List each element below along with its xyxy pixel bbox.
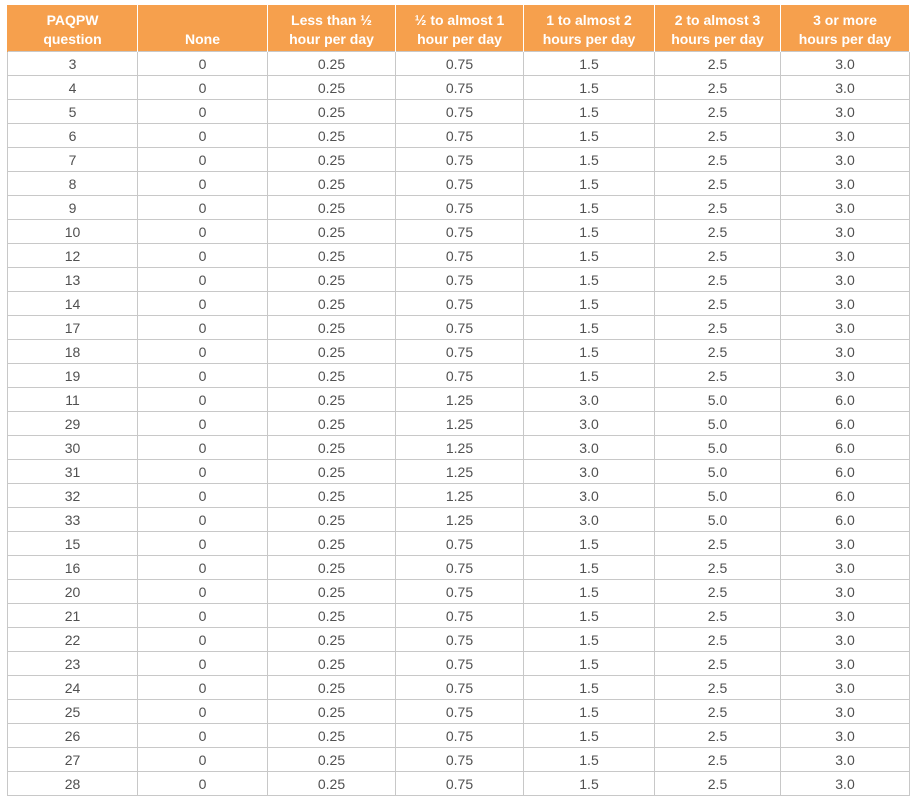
value-cell: 3.0 [781, 52, 910, 76]
value-cell: 0.75 [396, 220, 524, 244]
value-cell: 3.0 [781, 364, 910, 388]
value-cell: 3.0 [781, 340, 910, 364]
value-cell: 0.75 [396, 124, 524, 148]
header-less-than-half-hour: Less than ½ hour per day [268, 5, 396, 52]
question-number-cell: 29 [8, 412, 138, 436]
table-row [8, 388, 910, 412]
value-cell: 2.5 [655, 340, 781, 364]
value-cell: 2.5 [655, 604, 781, 628]
value-cell: 0.25 [268, 100, 396, 124]
value-cell: 0.25 [268, 196, 396, 220]
table-body [8, 52, 910, 796]
value-cell: 0.75 [396, 268, 524, 292]
value-cell: 1.5 [524, 220, 655, 244]
table-row [8, 604, 910, 628]
value-cell: 0.25 [268, 292, 396, 316]
table-row [8, 628, 910, 652]
question-number-cell: 25 [8, 700, 138, 724]
value-cell: 3.0 [781, 244, 910, 268]
table-row [8, 484, 910, 508]
value-cell: 0.25 [268, 364, 396, 388]
value-cell: 0.25 [268, 508, 396, 532]
table-row [8, 772, 910, 796]
value-cell: 0 [138, 52, 268, 76]
value-cell: 0.25 [268, 700, 396, 724]
question-number-cell: 20 [8, 580, 138, 604]
value-cell: 5.0 [655, 484, 781, 508]
value-cell: 1.25 [396, 412, 524, 436]
value-cell: 0.25 [268, 76, 396, 100]
header-2-to-3-hours: 2 to almost 3 hours per day [655, 5, 781, 52]
question-number-cell: 23 [8, 652, 138, 676]
value-cell: 1.25 [396, 508, 524, 532]
value-cell: 0.25 [268, 268, 396, 292]
table-row [8, 220, 910, 244]
table-row [8, 652, 910, 676]
value-cell: 6.0 [781, 460, 910, 484]
value-cell: 0 [138, 100, 268, 124]
table-row [8, 340, 910, 364]
value-cell: 2.5 [655, 124, 781, 148]
value-cell: 2.5 [655, 580, 781, 604]
value-cell: 1.5 [524, 772, 655, 796]
value-cell: 0.25 [268, 124, 396, 148]
value-cell: 6.0 [781, 484, 910, 508]
value-cell: 0 [138, 700, 268, 724]
value-cell: 0 [138, 724, 268, 748]
value-cell: 0.25 [268, 316, 396, 340]
question-number-cell: 24 [8, 676, 138, 700]
question-number-cell: 11 [8, 388, 138, 412]
value-cell: 0.75 [396, 316, 524, 340]
value-cell: 6.0 [781, 388, 910, 412]
value-cell: 3.0 [781, 628, 910, 652]
value-cell: 0.25 [268, 556, 396, 580]
value-cell: 3.0 [781, 220, 910, 244]
table-row [8, 364, 910, 388]
value-cell: 0.75 [396, 604, 524, 628]
value-cell: 3.0 [781, 196, 910, 220]
question-number-cell: 3 [8, 52, 138, 76]
value-cell: 0.25 [268, 580, 396, 604]
table-row [8, 172, 910, 196]
value-cell: 5.0 [655, 460, 781, 484]
header-none: None [138, 5, 268, 52]
value-cell: 0.25 [268, 532, 396, 556]
value-cell: 0 [138, 484, 268, 508]
value-cell: 1.5 [524, 316, 655, 340]
value-cell: 0.25 [268, 220, 396, 244]
question-number-cell: 8 [8, 172, 138, 196]
value-cell: 2.5 [655, 676, 781, 700]
value-cell: 2.5 [655, 556, 781, 580]
value-cell: 2.5 [655, 364, 781, 388]
value-cell: 0 [138, 412, 268, 436]
question-number-cell: 12 [8, 244, 138, 268]
value-cell: 1.25 [396, 484, 524, 508]
value-cell: 1.5 [524, 196, 655, 220]
value-cell: 0.25 [268, 628, 396, 652]
value-cell: 0.25 [268, 676, 396, 700]
question-number-cell: 30 [8, 436, 138, 460]
value-cell: 0.75 [396, 340, 524, 364]
value-cell: 0.25 [268, 340, 396, 364]
value-cell: 0.25 [268, 388, 396, 412]
value-cell: 2.5 [655, 628, 781, 652]
header-1-to-2-hours: 1 to almost 2 hours per day [524, 5, 655, 52]
value-cell: 3.0 [781, 580, 910, 604]
value-cell: 2.5 [655, 772, 781, 796]
value-cell: 3.0 [781, 172, 910, 196]
question-number-cell: 6 [8, 124, 138, 148]
table-row [8, 100, 910, 124]
question-number-cell: 16 [8, 556, 138, 580]
value-cell: 6.0 [781, 412, 910, 436]
value-cell: 0.25 [268, 436, 396, 460]
value-cell: 0.75 [396, 580, 524, 604]
value-cell: 0 [138, 772, 268, 796]
value-cell: 0.25 [268, 52, 396, 76]
value-cell: 3.0 [524, 508, 655, 532]
value-cell: 1.5 [524, 748, 655, 772]
value-cell: 0.75 [396, 196, 524, 220]
value-cell: 2.5 [655, 268, 781, 292]
value-cell: 0 [138, 292, 268, 316]
value-cell: 3.0 [781, 676, 910, 700]
question-number-cell: 32 [8, 484, 138, 508]
value-cell: 3.0 [781, 748, 910, 772]
value-cell: 0.25 [268, 484, 396, 508]
value-cell: 0.75 [396, 52, 524, 76]
question-number-cell: 7 [8, 148, 138, 172]
value-cell: 1.5 [524, 364, 655, 388]
value-cell: 0 [138, 676, 268, 700]
value-cell: 1.5 [524, 52, 655, 76]
question-number-cell: 22 [8, 628, 138, 652]
value-cell: 3.0 [781, 532, 910, 556]
value-cell: 1.5 [524, 100, 655, 124]
value-cell: 1.5 [524, 700, 655, 724]
value-cell: 2.5 [655, 52, 781, 76]
value-cell: 1.5 [524, 172, 655, 196]
table-row [8, 52, 910, 76]
value-cell: 2.5 [655, 292, 781, 316]
value-cell: 2.5 [655, 100, 781, 124]
table-row [8, 412, 910, 436]
question-number-cell: 17 [8, 316, 138, 340]
value-cell: 0 [138, 196, 268, 220]
table-row [8, 292, 910, 316]
value-cell: 0.25 [268, 244, 396, 268]
value-cell: 2.5 [655, 532, 781, 556]
question-number-cell: 28 [8, 772, 138, 796]
value-cell: 3.0 [781, 124, 910, 148]
value-cell: 0.25 [268, 412, 396, 436]
value-cell: 2.5 [655, 220, 781, 244]
question-number-cell: 33 [8, 508, 138, 532]
value-cell: 3.0 [781, 652, 910, 676]
table-row [8, 748, 910, 772]
value-cell: 2.5 [655, 148, 781, 172]
value-cell: 1.5 [524, 244, 655, 268]
value-cell: 1.5 [524, 148, 655, 172]
value-cell: 0 [138, 436, 268, 460]
value-cell: 0.75 [396, 244, 524, 268]
question-number-cell: 4 [8, 76, 138, 100]
value-cell: 0 [138, 556, 268, 580]
value-cell: 0 [138, 652, 268, 676]
value-cell: 3.0 [781, 700, 910, 724]
value-cell: 3.0 [781, 316, 910, 340]
value-cell: 0.75 [396, 172, 524, 196]
table-row [8, 676, 910, 700]
value-cell: 3.0 [524, 412, 655, 436]
value-cell: 1.5 [524, 124, 655, 148]
header-half-to-1-hour: ½ to almost 1 hour per day [396, 5, 524, 52]
value-cell: 2.5 [655, 244, 781, 268]
question-number-cell: 5 [8, 100, 138, 124]
value-cell: 1.5 [524, 724, 655, 748]
value-cell: 2.5 [655, 652, 781, 676]
value-cell: 0.75 [396, 76, 524, 100]
value-cell: 0.75 [396, 628, 524, 652]
value-cell: 0 [138, 604, 268, 628]
value-cell: 0 [138, 460, 268, 484]
value-cell: 1.5 [524, 340, 655, 364]
value-cell: 0 [138, 124, 268, 148]
table-row [8, 316, 910, 340]
question-number-cell: 15 [8, 532, 138, 556]
value-cell: 1.5 [524, 292, 655, 316]
table-row [8, 532, 910, 556]
table-row [8, 556, 910, 580]
question-number-cell: 31 [8, 460, 138, 484]
value-cell: 2.5 [655, 748, 781, 772]
table-row [8, 460, 910, 484]
value-cell: 1.5 [524, 556, 655, 580]
value-cell: 1.5 [524, 580, 655, 604]
table-row [8, 700, 910, 724]
table-row [8, 580, 910, 604]
question-number-cell: 14 [8, 292, 138, 316]
value-cell: 0.75 [396, 100, 524, 124]
value-cell: 3.0 [524, 460, 655, 484]
question-number-cell: 26 [8, 724, 138, 748]
value-cell: 3.0 [781, 724, 910, 748]
value-cell: 0.25 [268, 724, 396, 748]
value-cell: 0 [138, 580, 268, 604]
value-cell: 0 [138, 268, 268, 292]
table-row [8, 436, 910, 460]
value-cell: 0 [138, 628, 268, 652]
paqpw-scoring-table [7, 5, 910, 796]
value-cell: 0.25 [268, 148, 396, 172]
value-cell: 0.75 [396, 532, 524, 556]
value-cell: 0.25 [268, 172, 396, 196]
value-cell: 2.5 [655, 196, 781, 220]
value-cell: 2.5 [655, 172, 781, 196]
question-number-cell: 9 [8, 196, 138, 220]
table-row [8, 244, 910, 268]
value-cell: 2.5 [655, 76, 781, 100]
question-number-cell: 13 [8, 268, 138, 292]
value-cell: 0.75 [396, 724, 524, 748]
value-cell: 0 [138, 748, 268, 772]
value-cell: 0 [138, 532, 268, 556]
value-cell: 6.0 [781, 436, 910, 460]
value-cell: 3.0 [524, 388, 655, 412]
value-cell: 3.0 [524, 436, 655, 460]
value-cell: 5.0 [655, 388, 781, 412]
value-cell: 3.0 [524, 484, 655, 508]
value-cell: 0.25 [268, 652, 396, 676]
value-cell: 0.75 [396, 652, 524, 676]
value-cell: 1.25 [396, 460, 524, 484]
value-cell: 1.5 [524, 532, 655, 556]
table-row [8, 76, 910, 100]
value-cell: 3.0 [781, 292, 910, 316]
value-cell: 0 [138, 220, 268, 244]
question-number-cell: 21 [8, 604, 138, 628]
value-cell: 5.0 [655, 436, 781, 460]
table-row [8, 724, 910, 748]
value-cell: 0.25 [268, 772, 396, 796]
value-cell: 1.5 [524, 628, 655, 652]
value-cell: 0.25 [268, 604, 396, 628]
value-cell: 1.5 [524, 652, 655, 676]
value-cell: 0 [138, 340, 268, 364]
value-cell: 0.25 [268, 460, 396, 484]
question-number-cell: 19 [8, 364, 138, 388]
value-cell: 3.0 [781, 268, 910, 292]
value-cell: 0 [138, 244, 268, 268]
value-cell: 3.0 [781, 148, 910, 172]
value-cell: 0.25 [268, 748, 396, 772]
value-cell: 0.75 [396, 364, 524, 388]
value-cell: 2.5 [655, 700, 781, 724]
value-cell: 1.25 [396, 388, 524, 412]
value-cell: 3.0 [781, 556, 910, 580]
value-cell: 1.5 [524, 76, 655, 100]
value-cell: 3.0 [781, 772, 910, 796]
value-cell: 0.75 [396, 772, 524, 796]
value-cell: 0 [138, 508, 268, 532]
value-cell: 3.0 [781, 76, 910, 100]
table-row [8, 268, 910, 292]
header-row [8, 5, 910, 52]
table-header [8, 5, 910, 52]
value-cell: 0.75 [396, 748, 524, 772]
value-cell: 0 [138, 388, 268, 412]
value-cell: 3.0 [781, 604, 910, 628]
value-cell: 0.75 [396, 292, 524, 316]
value-cell: 3.0 [781, 100, 910, 124]
value-cell: 1.5 [524, 268, 655, 292]
value-cell: 0.75 [396, 676, 524, 700]
table-row [8, 196, 910, 220]
value-cell: 0 [138, 148, 268, 172]
value-cell: 0 [138, 172, 268, 196]
value-cell: 1.25 [396, 436, 524, 460]
value-cell: 0 [138, 316, 268, 340]
value-cell: 2.5 [655, 724, 781, 748]
question-number-cell: 27 [8, 748, 138, 772]
value-cell: 5.0 [655, 412, 781, 436]
question-number-cell: 18 [8, 340, 138, 364]
value-cell: 0 [138, 364, 268, 388]
value-cell: 5.0 [655, 508, 781, 532]
value-cell: 0 [138, 76, 268, 100]
value-cell: 2.5 [655, 316, 781, 340]
value-cell: 0.75 [396, 148, 524, 172]
value-cell: 0.75 [396, 556, 524, 580]
value-cell: 0.75 [396, 700, 524, 724]
header-3-or-more-hours: 3 or more hours per day [781, 5, 910, 52]
value-cell: 1.5 [524, 676, 655, 700]
value-cell: 1.5 [524, 604, 655, 628]
header-paqpw-question: PAQPW question [8, 5, 138, 52]
table-row [8, 124, 910, 148]
table-row [8, 148, 910, 172]
value-cell: 6.0 [781, 508, 910, 532]
table-row [8, 508, 910, 532]
question-number-cell: 10 [8, 220, 138, 244]
